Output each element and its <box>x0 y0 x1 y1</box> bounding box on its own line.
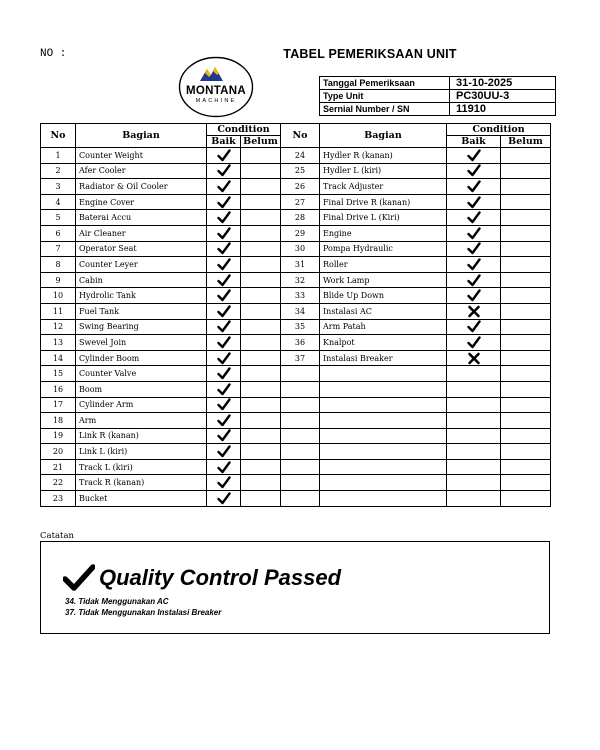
condition-belum-cell <box>501 413 551 429</box>
table-row <box>41 381 551 397</box>
condition-belum-cell <box>501 366 551 382</box>
condition-belum-cell <box>241 303 281 319</box>
header-belum: Belum <box>501 136 551 148</box>
part-name <box>320 459 447 475</box>
part-name: Blide Up Down <box>320 288 447 304</box>
row-number <box>281 428 320 444</box>
condition-baik-cell <box>207 444 241 460</box>
condition-baik-cell <box>207 179 241 195</box>
condition-baik-cell <box>207 163 241 179</box>
condition-baik-cell <box>447 148 501 164</box>
condition-belum-cell <box>241 475 281 491</box>
condition-baik-cell <box>447 491 501 507</box>
row-number <box>281 475 320 491</box>
row-number: 23 <box>41 491 76 507</box>
part-name <box>320 413 447 429</box>
row-number: 14 <box>41 350 76 366</box>
row-number: 33 <box>281 288 320 304</box>
row-number: 15 <box>41 366 76 382</box>
part-name: Bucket <box>76 491 207 507</box>
condition-belum-cell <box>501 350 551 366</box>
row-number <box>281 444 320 460</box>
part-name: Hydler R (kanan) <box>320 148 447 164</box>
part-name: Hydrolic Tank <box>76 288 207 304</box>
row-number: 32 <box>281 272 320 288</box>
cross-icon <box>467 352 481 365</box>
condition-belum-cell <box>241 179 281 195</box>
part-name <box>320 444 447 460</box>
condition-belum-cell <box>501 272 551 288</box>
condition-baik-cell <box>207 475 241 491</box>
checkmark-icon <box>217 305 231 318</box>
condition-baik-cell <box>447 225 501 241</box>
checkmark-icon <box>217 336 231 349</box>
row-number: 16 <box>41 381 76 397</box>
part-name: Swevel Join <box>76 335 207 351</box>
row-number: 10 <box>41 288 76 304</box>
row-number: 29 <box>281 225 320 241</box>
table-row <box>41 241 551 257</box>
condition-belum-cell <box>241 413 281 429</box>
checkmark-icon <box>217 383 231 396</box>
part-name: Operator Seat <box>76 241 207 257</box>
condition-baik-cell <box>207 303 241 319</box>
table-row <box>41 397 551 413</box>
part-name <box>320 491 447 507</box>
qc-headline: Quality Control Passed <box>99 565 342 590</box>
row-number: 31 <box>281 257 320 273</box>
condition-baik-cell <box>447 444 501 460</box>
part-name: Track R (kanan) <box>76 475 207 491</box>
part-name: Final Drive L (Kiri) <box>320 210 447 226</box>
row-number: 18 <box>41 413 76 429</box>
checkmark-icon <box>467 336 481 349</box>
header-bagian: Bagian <box>320 124 447 148</box>
checkmark-icon <box>467 180 481 193</box>
row-number: 5 <box>41 210 76 226</box>
header-bagian: Bagian <box>76 124 207 148</box>
table-row <box>41 210 551 226</box>
condition-belum-cell <box>501 288 551 304</box>
row-number: 36 <box>281 335 320 351</box>
part-name <box>320 428 447 444</box>
condition-belum-cell <box>501 210 551 226</box>
table-row <box>41 148 551 164</box>
row-number <box>281 381 320 397</box>
part-name: Roller <box>320 257 447 273</box>
checkmark-icon <box>217 414 231 427</box>
checkmark-icon <box>217 180 231 193</box>
checkmark-icon <box>217 258 231 271</box>
checkmark-icon <box>467 289 481 302</box>
info-label: Tanggal Pemeriksaan <box>320 77 450 90</box>
row-number <box>281 366 320 382</box>
part-name: Counter Valve <box>76 366 207 382</box>
row-number: 24 <box>281 148 320 164</box>
condition-belum-cell <box>241 272 281 288</box>
header-no: No <box>281 124 320 148</box>
condition-belum-cell <box>501 179 551 195</box>
part-name: Link L (kiri) <box>76 444 207 460</box>
part-name <box>320 366 447 382</box>
condition-baik-cell <box>207 366 241 382</box>
condition-baik-cell <box>207 241 241 257</box>
table-row <box>41 194 551 210</box>
checkmark-icon <box>217 476 231 489</box>
header-baik: Baik <box>207 136 241 148</box>
condition-baik-cell <box>447 179 501 195</box>
condition-baik-cell <box>447 335 501 351</box>
condition-baik-cell <box>447 366 501 382</box>
part-name: Afer Cooler <box>76 163 207 179</box>
part-name: Engine Cover <box>76 194 207 210</box>
condition-belum-cell <box>241 163 281 179</box>
table-row <box>41 428 551 444</box>
info-label: Sernial Number / SN <box>320 103 450 116</box>
condition-belum-cell <box>241 257 281 273</box>
info-row-date <box>320 77 556 90</box>
table-row <box>41 459 551 475</box>
row-number: 12 <box>41 319 76 335</box>
row-number: 9 <box>41 272 76 288</box>
condition-baik-cell <box>207 350 241 366</box>
table-row <box>41 335 551 351</box>
condition-baik-cell <box>447 381 501 397</box>
condition-baik-cell <box>447 163 501 179</box>
condition-belum-cell <box>241 288 281 304</box>
part-name: Swing Bearing <box>76 319 207 335</box>
checkmark-icon <box>217 367 231 380</box>
part-name: Instalasi Breaker <box>320 350 447 366</box>
condition-baik-cell <box>207 210 241 226</box>
checkmark-icon <box>217 149 231 162</box>
checkmark-icon <box>467 320 481 333</box>
header-no: No <box>41 124 76 148</box>
checkmark-icon <box>467 227 481 240</box>
condition-belum-cell <box>241 444 281 460</box>
svg-text:MONTANA: MONTANA <box>185 85 247 97</box>
table-row <box>41 288 551 304</box>
condition-belum-cell <box>241 319 281 335</box>
unit-info-table <box>319 76 556 116</box>
condition-belum-cell <box>501 225 551 241</box>
checkmark-icon <box>467 242 481 255</box>
condition-belum-cell <box>241 225 281 241</box>
header-condition: Condition <box>207 124 281 136</box>
table-row <box>41 366 551 382</box>
checkmark-icon <box>467 274 481 287</box>
condition-belum-cell <box>241 381 281 397</box>
cross-icon <box>467 305 481 318</box>
condition-baik-cell <box>447 350 501 366</box>
condition-baik-cell <box>447 319 501 335</box>
row-number: 17 <box>41 397 76 413</box>
row-number: 19 <box>41 428 76 444</box>
part-name: Cylinder Boom <box>76 350 207 366</box>
table-row <box>41 413 551 429</box>
condition-belum-cell <box>501 459 551 475</box>
row-number: 30 <box>281 241 320 257</box>
header-belum: Belum <box>241 136 281 148</box>
condition-belum-cell <box>241 459 281 475</box>
row-number <box>281 459 320 475</box>
part-name: Track Adjuster <box>320 179 447 195</box>
row-number <box>281 491 320 507</box>
condition-baik-cell <box>447 288 501 304</box>
condition-baik-cell <box>447 210 501 226</box>
svg-text:MACHINE: MACHINE <box>195 98 237 104</box>
condition-baik-cell <box>207 335 241 351</box>
condition-belum-cell <box>241 350 281 366</box>
checkmark-icon <box>217 445 231 458</box>
info-value: 11910 <box>450 103 556 116</box>
condition-baik-cell <box>447 303 501 319</box>
checkmark-icon <box>467 211 481 224</box>
condition-belum-cell <box>501 163 551 179</box>
part-name: Track L (kiri) <box>76 459 207 475</box>
checkmark-icon <box>217 289 231 302</box>
part-name: Cylinder Arm <box>76 397 207 413</box>
condition-baik-cell <box>447 459 501 475</box>
part-name: Pompa Hydraulic <box>320 241 447 257</box>
condition-belum-cell <box>501 428 551 444</box>
condition-baik-cell <box>207 381 241 397</box>
row-number: 13 <box>41 335 76 351</box>
notes-label: Catatan <box>40 531 75 541</box>
part-name: Arm Patah <box>320 319 447 335</box>
checkmark-icon <box>467 196 481 209</box>
condition-baik-cell <box>207 148 241 164</box>
row-number: 8 <box>41 257 76 273</box>
checkmark-icon <box>217 461 231 474</box>
condition-baik-cell <box>207 225 241 241</box>
condition-baik-cell <box>207 491 241 507</box>
condition-baik-cell <box>447 194 501 210</box>
checkmark-icon <box>217 352 231 365</box>
condition-baik-cell <box>447 428 501 444</box>
part-name <box>320 381 447 397</box>
condition-belum-cell <box>501 241 551 257</box>
checkmark-icon <box>217 227 231 240</box>
condition-belum-cell <box>501 475 551 491</box>
condition-belum-cell <box>501 444 551 460</box>
condition-baik-cell <box>207 272 241 288</box>
row-number: 27 <box>281 194 320 210</box>
condition-belum-cell <box>501 335 551 351</box>
table-row <box>41 444 551 460</box>
checkmark-icon <box>217 492 231 505</box>
notes-box <box>40 541 550 634</box>
row-number <box>281 397 320 413</box>
condition-baik-cell <box>447 257 501 273</box>
inspection-rows <box>41 148 551 507</box>
table-row <box>41 350 551 366</box>
condition-belum-cell <box>501 397 551 413</box>
table-row <box>41 257 551 273</box>
condition-belum-cell <box>241 428 281 444</box>
part-name: Hydler L (kiri) <box>320 163 447 179</box>
note-line: 34. Tidak Menggunakan AC <box>65 597 169 606</box>
table-row <box>41 303 551 319</box>
part-name: Air Cleaner <box>76 225 207 241</box>
info-value: PC30UU-3 <box>450 90 556 103</box>
condition-belum-cell <box>501 491 551 507</box>
checkmark-icon <box>467 149 481 162</box>
info-value: 31-10-2025 <box>450 77 556 90</box>
part-name: Counter Leyer <box>76 257 207 273</box>
row-number: 3 <box>41 179 76 195</box>
part-name: Arm <box>76 413 207 429</box>
info-row-type <box>320 90 556 103</box>
info-label: Type Unit <box>320 90 450 103</box>
part-name: Knalpot <box>320 335 447 351</box>
condition-baik-cell <box>447 241 501 257</box>
part-name: Cabin <box>76 272 207 288</box>
row-number: 34 <box>281 303 320 319</box>
condition-belum-cell <box>501 319 551 335</box>
part-name: Boom <box>76 381 207 397</box>
part-name: Radiator & Oil Cooler <box>76 179 207 195</box>
condition-baik-cell <box>447 397 501 413</box>
qc-status <box>63 564 341 592</box>
inspection-table <box>40 123 551 507</box>
header-baik: Baik <box>447 136 501 148</box>
condition-baik-cell <box>207 413 241 429</box>
row-number: 4 <box>41 194 76 210</box>
checkmark-icon <box>217 429 231 442</box>
table-row <box>41 491 551 507</box>
part-name <box>320 475 447 491</box>
document-title: TABEL PEMERIKSAAN UNIT <box>283 47 457 61</box>
table-row <box>41 272 551 288</box>
row-number: 25 <box>281 163 320 179</box>
checkmark-icon <box>467 164 481 177</box>
table-row <box>41 163 551 179</box>
condition-belum-cell <box>241 148 281 164</box>
row-number: 6 <box>41 225 76 241</box>
row-number: 11 <box>41 303 76 319</box>
part-name: Instalasi AC <box>320 303 447 319</box>
part-name: Fuel Tank <box>76 303 207 319</box>
checkmark-icon <box>217 242 231 255</box>
checkmark-icon <box>217 196 231 209</box>
checkmark-icon <box>217 211 231 224</box>
condition-baik-cell <box>447 475 501 491</box>
condition-baik-cell <box>207 319 241 335</box>
info-row-serial <box>320 103 556 116</box>
part-name <box>320 397 447 413</box>
row-number: 2 <box>41 163 76 179</box>
condition-belum-cell <box>501 257 551 273</box>
document-number-label: NO : <box>40 48 67 60</box>
condition-belum-cell <box>241 366 281 382</box>
checkmark-icon <box>217 164 231 177</box>
condition-belum-cell <box>241 397 281 413</box>
condition-baik-cell <box>207 459 241 475</box>
row-number: 22 <box>41 475 76 491</box>
condition-belum-cell <box>501 148 551 164</box>
note-line: 37. Tidak Menggunakan Instalasi Breaker <box>65 608 222 617</box>
row-number: 1 <box>41 148 76 164</box>
row-number <box>281 413 320 429</box>
checkmark-icon <box>63 564 95 592</box>
part-name: Baterai Accu <box>76 210 207 226</box>
checkmark-icon <box>467 258 481 271</box>
condition-baik-cell <box>447 413 501 429</box>
header-condition: Condition <box>447 124 551 136</box>
condition-belum-cell <box>241 241 281 257</box>
checkmark-icon <box>217 274 231 287</box>
row-number: 21 <box>41 459 76 475</box>
row-number: 35 <box>281 319 320 335</box>
row-number: 28 <box>281 210 320 226</box>
condition-baik-cell <box>447 272 501 288</box>
checkmark-icon <box>217 398 231 411</box>
row-number: 20 <box>41 444 76 460</box>
part-name: Final Drive R (kanan) <box>320 194 447 210</box>
condition-belum-cell <box>241 194 281 210</box>
part-name: Engine <box>320 225 447 241</box>
table-row <box>41 225 551 241</box>
condition-belum-cell <box>241 335 281 351</box>
table-row <box>41 319 551 335</box>
row-number: 37 <box>281 350 320 366</box>
table-row <box>41 475 551 491</box>
condition-belum-cell <box>241 491 281 507</box>
condition-baik-cell <box>207 428 241 444</box>
checkmark-icon <box>217 320 231 333</box>
part-name: Work Lamp <box>320 272 447 288</box>
part-name: Counter Weight <box>76 148 207 164</box>
company-logo <box>178 56 254 118</box>
condition-baik-cell <box>207 397 241 413</box>
condition-belum-cell <box>241 210 281 226</box>
condition-baik-cell <box>207 257 241 273</box>
table-row <box>41 179 551 195</box>
condition-baik-cell <box>207 194 241 210</box>
condition-baik-cell <box>207 288 241 304</box>
row-number: 26 <box>281 179 320 195</box>
part-name: Link R (kanan) <box>76 428 207 444</box>
row-number: 7 <box>41 241 76 257</box>
condition-belum-cell <box>501 381 551 397</box>
condition-belum-cell <box>501 194 551 210</box>
condition-belum-cell <box>501 303 551 319</box>
